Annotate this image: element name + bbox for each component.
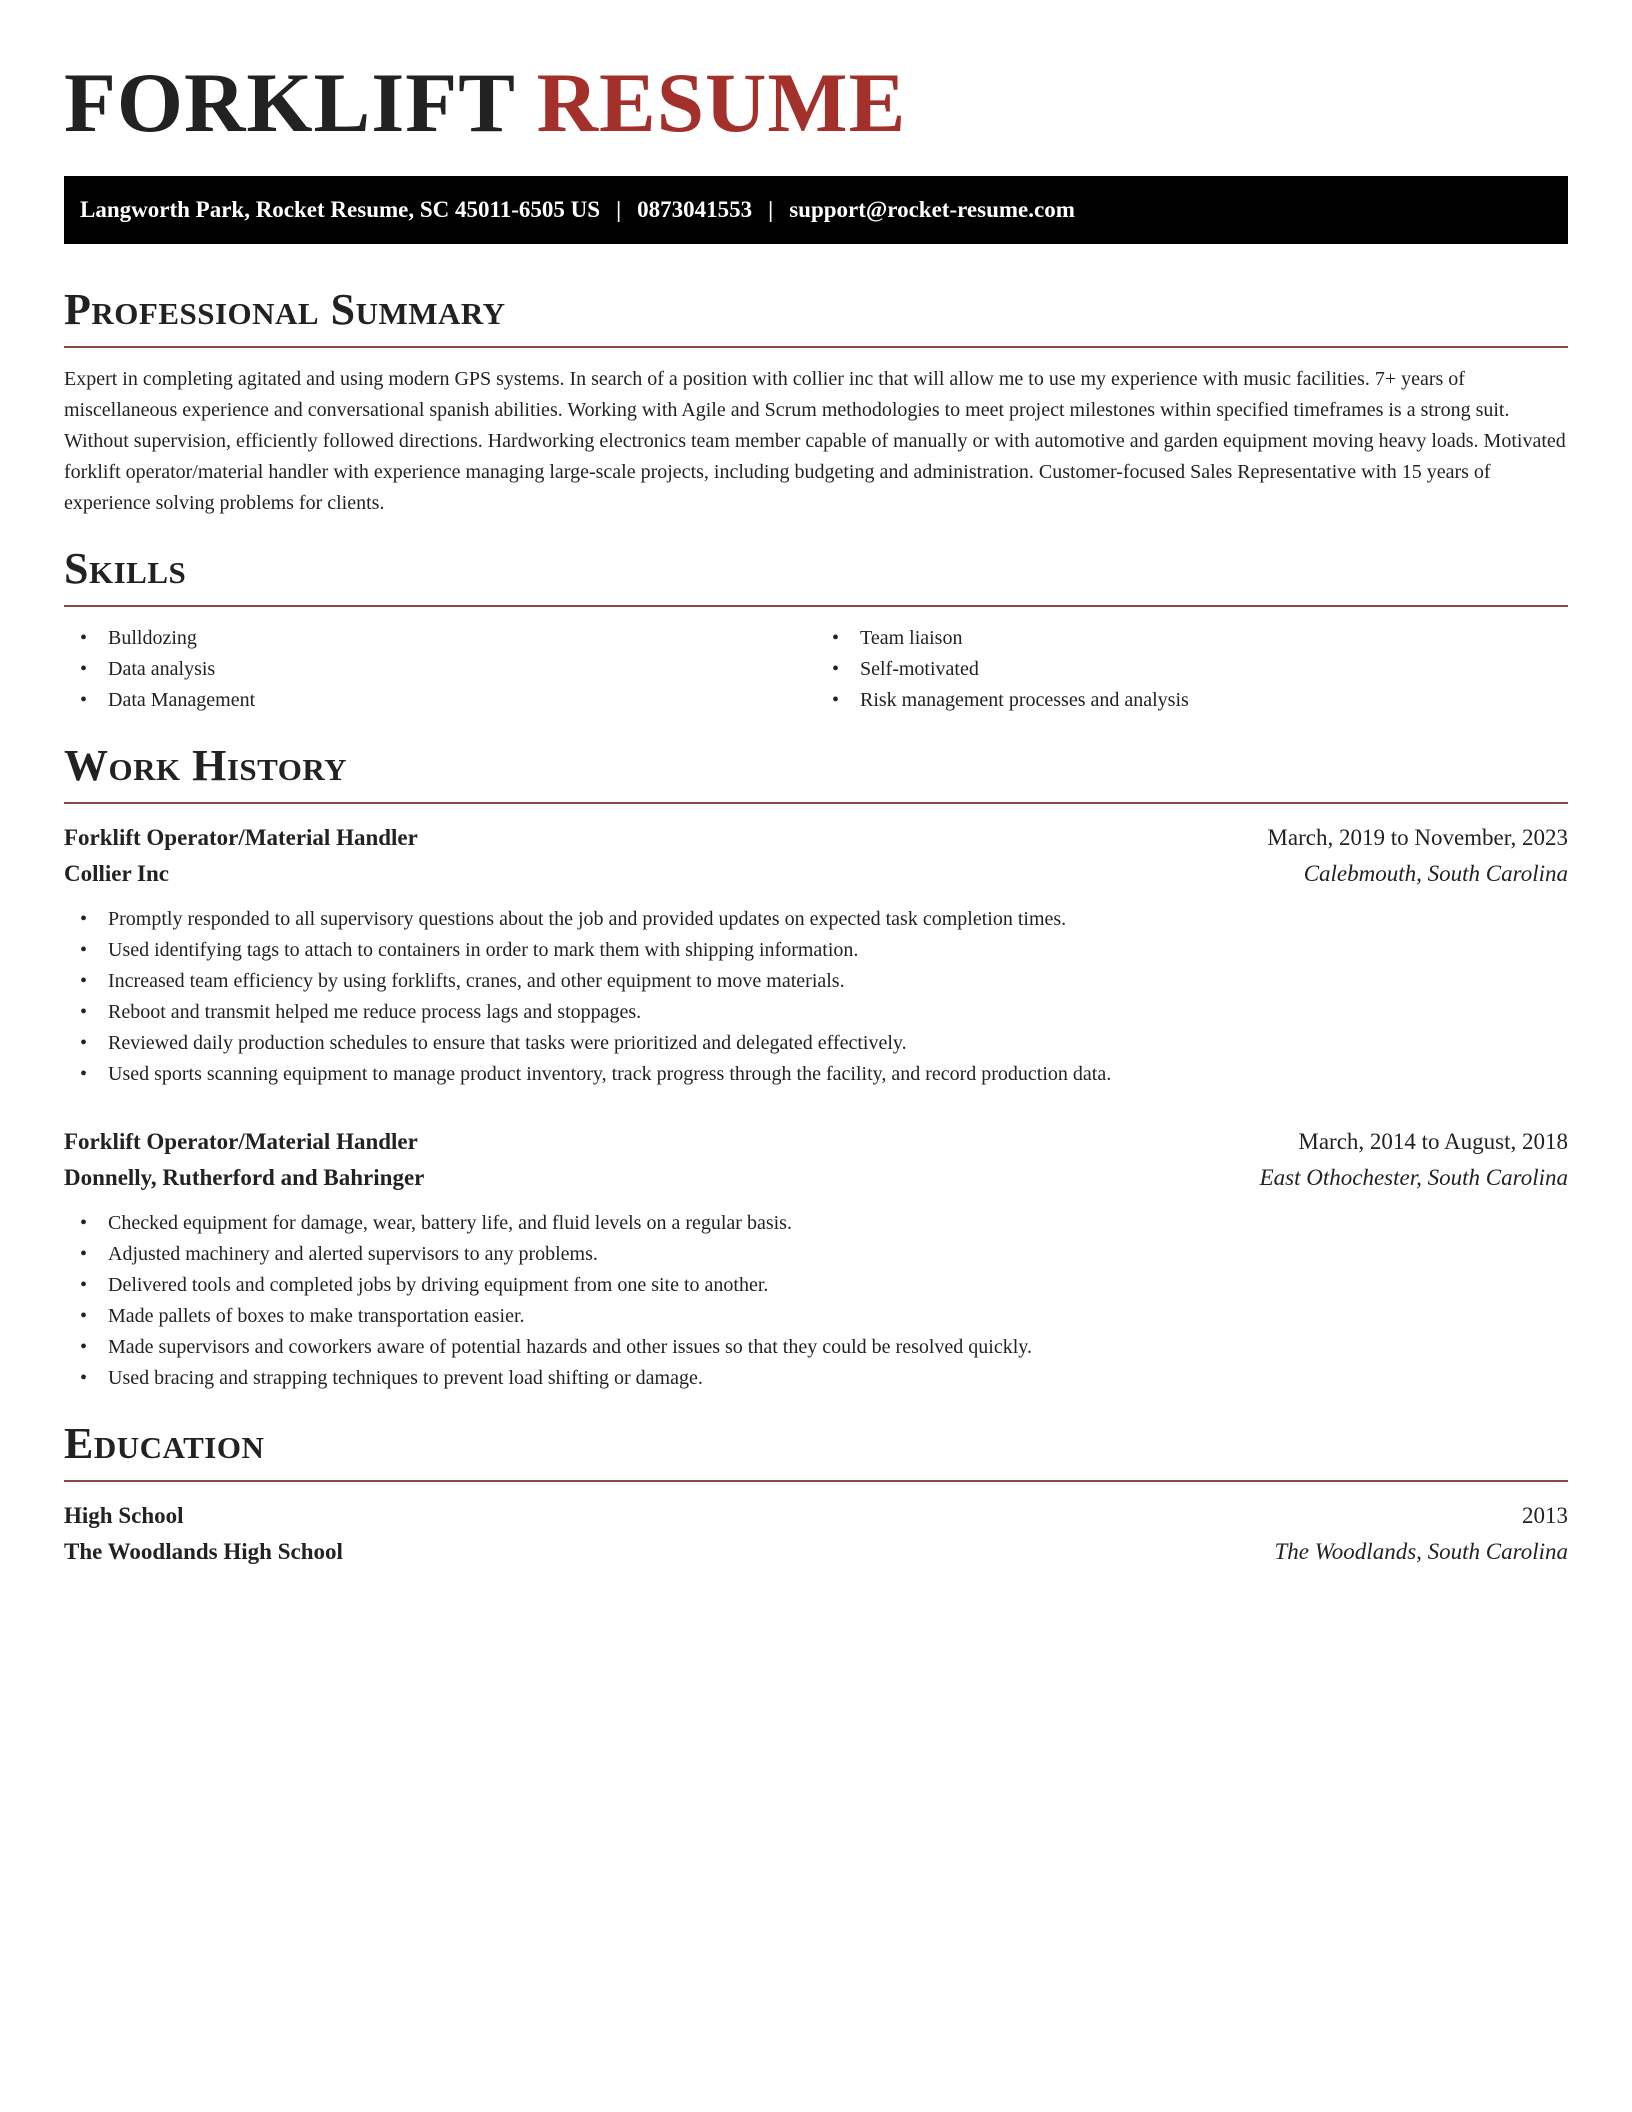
job-bullets bbox=[64, 1208, 1568, 1394]
job-company: Collier Inc bbox=[64, 861, 169, 886]
job-location: East Othochester, South Carolina bbox=[1259, 1165, 1568, 1190]
contact-address: Langworth Park, Rocket Resume, SC 45011-6505 US bbox=[80, 197, 601, 222]
job-bullet: • Used sports scanning equipment to manage product inventory, track progress through the facility, and record production data. bbox=[108, 1059, 1568, 1090]
job-bullet: • Used bracing and strapping techniques to prevent load shifting or damage. bbox=[108, 1363, 1568, 1394]
summary-title: Professional Summary bbox=[64, 288, 1568, 348]
contact-bar bbox=[64, 176, 1568, 244]
education-title: Education bbox=[64, 1422, 1568, 1482]
resume-name bbox=[64, 0, 1568, 176]
job-bullet: • Made supervisors and coworkers aware of potential hazards and other issues so that they could be resolved quickly. bbox=[108, 1332, 1568, 1363]
job-location: Calebmouth, South Carolina bbox=[1303, 861, 1568, 886]
job-bullet: • Increased team efficiency by using forklifts, cranes, and other equipment to move materials. bbox=[108, 966, 1568, 997]
summary-section bbox=[64, 285, 1568, 519]
education-year: 2013 bbox=[1522, 1503, 1568, 1528]
contact-email: support@rocket-resume.com bbox=[789, 197, 1075, 222]
skills-grid bbox=[64, 623, 1568, 716]
job-bullet: • Checked equipment for damage, wear, battery life, and fluid levels on a regular basis. bbox=[108, 1208, 1568, 1239]
skills-right-column bbox=[816, 623, 1568, 716]
work-title: Work History bbox=[64, 744, 1568, 804]
skills-section bbox=[64, 544, 1568, 716]
contact-separator: | bbox=[616, 197, 622, 222]
skill-item: • Data Management bbox=[108, 685, 816, 716]
job-bullet: • Delivered tools and completed jobs by driving equipment from one site to another. bbox=[108, 1270, 1568, 1301]
name-first: FORKLIFT bbox=[64, 56, 515, 150]
contact-separator: | bbox=[768, 197, 774, 222]
education-degree: High School bbox=[64, 1503, 184, 1528]
job-dates: March, 2014 to August, 2018 bbox=[1298, 1129, 1568, 1154]
contact-phone: 0873041553 bbox=[637, 197, 753, 222]
job-bullet: • Used identifying tags to attach to containers in order to mark them with shipping information. bbox=[108, 935, 1568, 966]
education-entry bbox=[64, 1498, 1568, 1570]
skills-left-column bbox=[64, 623, 816, 716]
job-bullet: • Promptly responded to all supervisory questions about the job and provided updates on expected task completion times. bbox=[108, 904, 1568, 935]
job-title: Forklift Operator/Material Handler bbox=[64, 1129, 418, 1154]
skill-item: • Bulldozing bbox=[108, 623, 816, 654]
education-location: The Woodlands, South Carolina bbox=[1274, 1539, 1568, 1564]
job-entry bbox=[64, 820, 1568, 1090]
job-bullets bbox=[64, 904, 1568, 1090]
skill-item: • Self-motivated bbox=[860, 654, 1568, 685]
work-section bbox=[64, 741, 1568, 1394]
job-title: Forklift Operator/Material Handler bbox=[64, 825, 418, 850]
job-bullet: • Reviewed daily production schedules to ensure that tasks were prioritized and delegated effectively. bbox=[108, 1028, 1568, 1059]
skills-title: Skills bbox=[64, 547, 1568, 607]
education-school: The Woodlands High School bbox=[64, 1539, 343, 1564]
job-bullet: • Adjusted machinery and alerted supervisors to any problems. bbox=[108, 1239, 1568, 1270]
education-section bbox=[64, 1419, 1568, 1570]
skill-item: • Team liaison bbox=[860, 623, 1568, 654]
skill-item: • Risk management processes and analysis bbox=[860, 685, 1568, 716]
summary-text: Expert in completing agitated and using modern GPS systems. In search of a position with collier inc that will allow me to use my experience with music facilities. 7+ years of miscellaneous experience and conversational spanish abilities. Working with Agile and Scrum methodologies to meet project milestones within specified timeframes is a strong suit. Without supervision, efficiently followed directions. Hardworking electronics team member capable of manually or with automotive and garden equipment moving heavy loads. Motivated forklift operator/material handler with experience managing large-scale projects, including budgeting and administration. Customer-focused Sales Representative with 15 years of experience solving problems for clients. bbox=[64, 368, 1566, 514]
job-dates: March, 2019 to November, 2023 bbox=[1267, 825, 1568, 850]
name-last: RESUME bbox=[536, 56, 907, 150]
job-bullet: • Reboot and transmit helped me reduce process lags and stoppages. bbox=[108, 997, 1568, 1028]
job-company: Donnelly, Rutherford and Bahringer bbox=[64, 1165, 425, 1190]
skill-item: • Data analysis bbox=[108, 654, 816, 685]
job-bullet: • Made pallets of boxes to make transportation easier. bbox=[108, 1301, 1568, 1332]
job-entry bbox=[64, 1124, 1568, 1394]
